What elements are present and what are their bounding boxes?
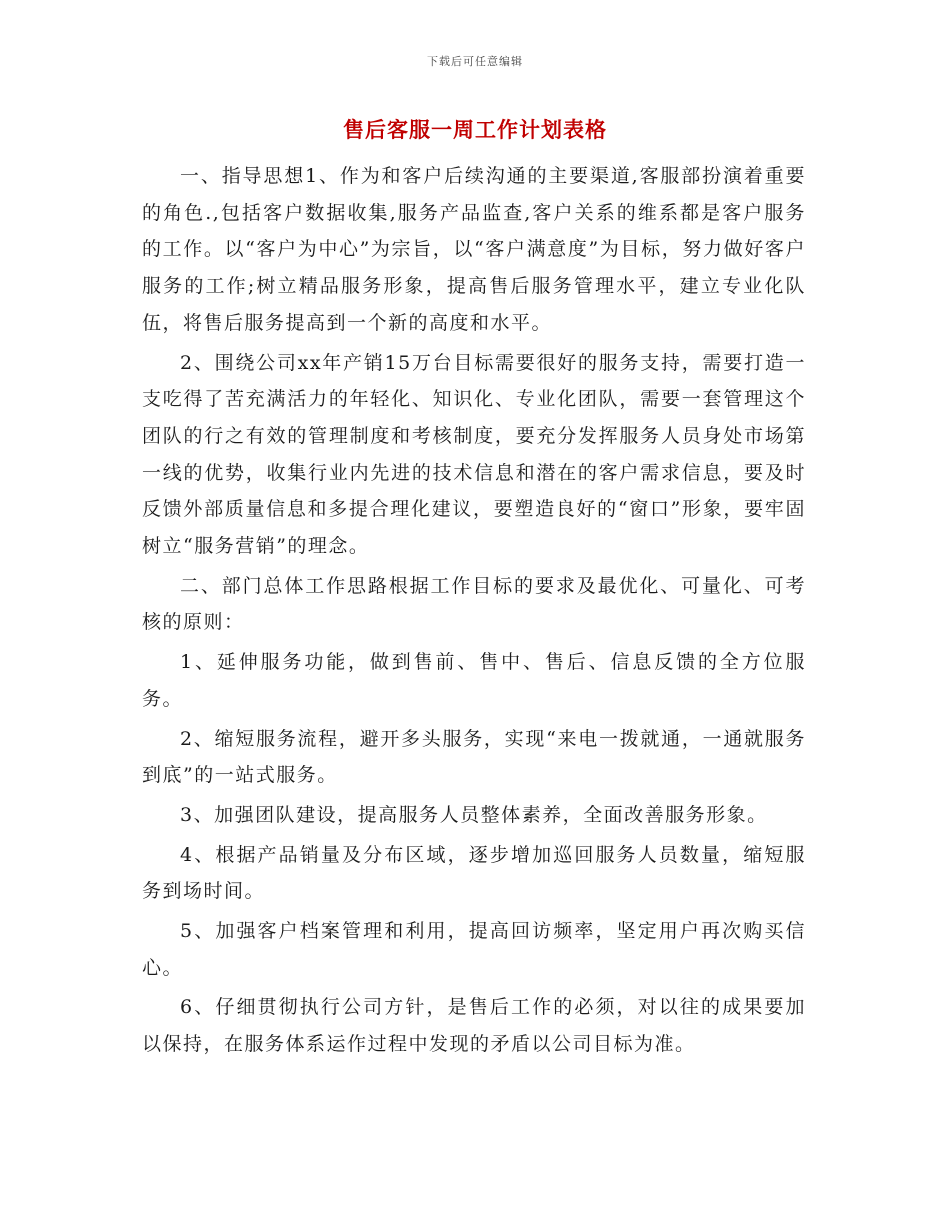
paragraph-item-6: 6、仔细贯彻执行公司方针，是售后工作的必须，对以往的成果要加以保持，在服务体系运作过程中发现的矛盾以公司目标为准。 [142, 996, 806, 1056]
paragraph-guiding-idea: 一、指导思想1、作为和客户后续沟通的主要渠道,客服部扮演着重要的角色.,包括客户数据收集,服务产品监查,客户关系的维系都是客户服务的工作。以“客户为中心”为宗旨，以“客户满意度”为目标，努力做好客户服务的工作;树立精品服务形象，提高售后服务管理水平，建立专业化队伍，将售后服务提高到一个新的高度和水平。 [142, 165, 806, 334]
paragraph-item-5: 5、加强客户档案管理和利用，提高回访频率，坚定用户再次购买信心。 [142, 920, 806, 979]
paragraph-item-2: 2、缩短服务流程，避开多头服务，实现“来电一拨就通，一通就服务到底”的一站式服务。 [142, 727, 806, 787]
paragraph-item-3: 3、加强团队建设，提高服务人员整体素养，全面改善服务形象。 [180, 803, 768, 826]
document-title: 售后客服一周工作计划表格 [343, 117, 607, 142]
paragraph-sales-target: 2、围绕公司xx年产销15万台目标需要很好的服务支持，需要打造一支吃得了苦充满活力的年轻化、知识化、专业化团队，需要一套管理这个团队的行之有效的管理制度和考核制度，要充分发挥服务人员身处市场第一线的优势，收集行业内先进的技术信息和潜在的客户需求信息，要及时反馈外部质量信息和多提合理化建议，要塑造良好的“窗口”形象，要牢固树立“服务营销”的理念。 [142, 351, 806, 558]
paragraph-department-approach: 二、部门总体工作思路根据工作目标的要求及最优化、可量化、可考核的原则： [142, 574, 806, 634]
document-body [142, 158, 806, 1066]
header-note: 下载后可任意编辑 [427, 55, 523, 68]
paragraph-item-4: 4、根据产品销量及分布区域，逐步增加巡回服务人员数量，缩短服务到场时间。 [142, 843, 806, 903]
paragraph-item-1: 1、延伸服务功能，做到售前、售中、售后、信息反馈的全方位服务。 [142, 651, 806, 710]
